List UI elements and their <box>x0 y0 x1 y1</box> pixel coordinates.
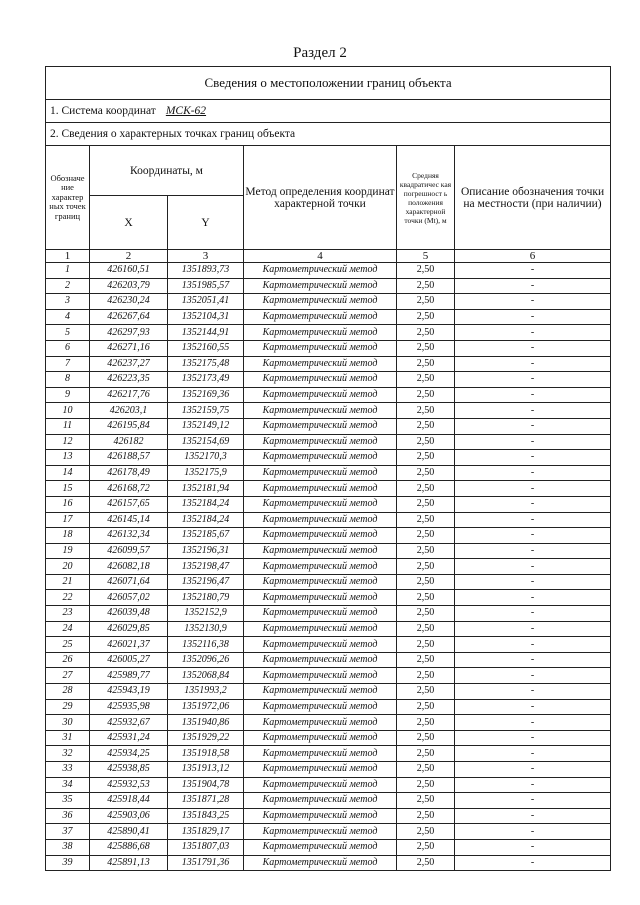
coord-x: 426132,34 <box>90 528 168 544</box>
table-row <box>46 543 611 559</box>
error-cell: 2,50 <box>397 762 455 778</box>
coord-y: 1351843,25 <box>168 808 244 824</box>
method-cell: Картометрический метод <box>244 434 397 450</box>
table-row <box>46 824 611 840</box>
table-row <box>46 715 611 731</box>
method-cell: Картометрический метод <box>244 684 397 700</box>
method-cell: Картометрический метод <box>244 403 397 419</box>
error-cell: 2,50 <box>397 684 455 700</box>
point-number: 28 <box>46 684 90 700</box>
col-x-header: X <box>90 196 168 250</box>
table-row <box>46 808 611 824</box>
error-cell: 2,50 <box>397 512 455 528</box>
point-number: 20 <box>46 559 90 575</box>
method-cell: Картометрический метод <box>244 543 397 559</box>
error-cell: 2,50 <box>397 621 455 637</box>
method-cell: Картометрический метод <box>244 855 397 871</box>
method-cell: Картометрический метод <box>244 621 397 637</box>
error-cell: 2,50 <box>397 263 455 279</box>
table-row <box>46 699 611 715</box>
point-number: 10 <box>46 403 90 419</box>
point-number: 32 <box>46 746 90 762</box>
coord-x: 425886,68 <box>90 839 168 855</box>
point-number: 6 <box>46 340 90 356</box>
coord-x: 426157,65 <box>90 496 168 512</box>
col-method-header: Метод определения координат характерной точки <box>244 146 397 250</box>
point-number: 19 <box>46 543 90 559</box>
table-row <box>46 528 611 544</box>
method-cell: Картометрический метод <box>244 372 397 388</box>
description-cell: - <box>455 699 611 715</box>
description-cell: - <box>455 715 611 731</box>
coord-x: 426178,49 <box>90 465 168 481</box>
coord-y: 1351993,2 <box>168 684 244 700</box>
coord-y: 1351893,73 <box>168 263 244 279</box>
method-cell: Картометрический метод <box>244 465 397 481</box>
table-row <box>46 730 611 746</box>
coord-x: 425932,67 <box>90 715 168 731</box>
error-cell: 2,50 <box>397 699 455 715</box>
coord-y: 1352180,79 <box>168 590 244 606</box>
table-row <box>46 263 611 279</box>
point-number: 16 <box>46 496 90 512</box>
method-cell: Картометрический метод <box>244 668 397 684</box>
coord-x: 426223,35 <box>90 372 168 388</box>
point-number: 8 <box>46 372 90 388</box>
point-number: 37 <box>46 824 90 840</box>
point-number: 38 <box>46 839 90 855</box>
table-row <box>46 325 611 341</box>
column-number: 6 <box>455 250 611 263</box>
table-header: Сведения о местоположении границ объекта <box>46 67 611 100</box>
table-row <box>46 559 611 575</box>
point-number: 26 <box>46 652 90 668</box>
coord-x: 425943,19 <box>90 684 168 700</box>
method-cell: Картометрический метод <box>244 387 397 403</box>
coord-y: 1352184,24 <box>168 512 244 528</box>
error-cell: 2,50 <box>397 403 455 419</box>
method-cell: Картометрический метод <box>244 356 397 372</box>
description-cell: - <box>455 777 611 793</box>
coord-y: 1351807,03 <box>168 839 244 855</box>
table-row <box>46 652 611 668</box>
point-number: 12 <box>46 434 90 450</box>
method-cell: Картометрический метод <box>244 746 397 762</box>
table-row <box>46 278 611 294</box>
coord-x: 425989,77 <box>90 668 168 684</box>
coordinate-system-label: 1. Система координат <box>50 105 156 117</box>
table-row <box>46 403 611 419</box>
description-cell: - <box>455 606 611 622</box>
method-cell: Картометрический метод <box>244 730 397 746</box>
coord-x: 426099,57 <box>90 543 168 559</box>
description-cell: - <box>455 793 611 809</box>
table-row <box>46 387 611 403</box>
point-number: 27 <box>46 668 90 684</box>
coord-y: 1351929,22 <box>168 730 244 746</box>
method-cell: Картометрический метод <box>244 808 397 824</box>
coord-x: 426160,51 <box>90 263 168 279</box>
method-cell: Картометрический метод <box>244 839 397 855</box>
coord-x: 425903,06 <box>90 808 168 824</box>
coord-x: 426230,24 <box>90 294 168 310</box>
coord-y: 1352116,38 <box>168 637 244 653</box>
description-cell: - <box>455 839 611 855</box>
method-cell: Картометрический метод <box>244 559 397 575</box>
description-cell: - <box>455 762 611 778</box>
column-number: 3 <box>168 250 244 263</box>
coord-x: 426188,57 <box>90 450 168 466</box>
error-cell: 2,50 <box>397 340 455 356</box>
coordinate-system-value: МСК-62 <box>165 105 207 117</box>
error-cell: 2,50 <box>397 559 455 575</box>
method-cell: Картометрический метод <box>244 574 397 590</box>
coord-y: 1352196,47 <box>168 574 244 590</box>
description-cell: - <box>455 684 611 700</box>
coord-x: 425938,85 <box>90 762 168 778</box>
error-cell: 2,50 <box>397 528 455 544</box>
coord-x: 426195,84 <box>90 418 168 434</box>
point-number: 25 <box>46 637 90 653</box>
description-cell: - <box>455 824 611 840</box>
point-number: 5 <box>46 325 90 341</box>
coordinate-system <box>46 100 611 123</box>
column-number: 4 <box>244 250 397 263</box>
coord-y: 1352175,48 <box>168 356 244 372</box>
col-error-header: Средняя квадратичес кая погрешност ь положения характерной точки (Mt), м <box>397 146 455 250</box>
table-row <box>46 372 611 388</box>
coord-x: 426182 <box>90 434 168 450</box>
description-cell: - <box>455 294 611 310</box>
table-row <box>46 793 611 809</box>
coord-x: 425932,53 <box>90 777 168 793</box>
method-cell: Картометрический метод <box>244 762 397 778</box>
description-cell: - <box>455 637 611 653</box>
table-row <box>46 512 611 528</box>
error-cell: 2,50 <box>397 543 455 559</box>
table-row <box>46 590 611 606</box>
description-cell: - <box>455 278 611 294</box>
table-row <box>46 340 611 356</box>
point-number: 36 <box>46 808 90 824</box>
table-row <box>46 855 611 871</box>
coord-x: 426082,18 <box>90 559 168 575</box>
point-number: 3 <box>46 294 90 310</box>
point-number: 23 <box>46 606 90 622</box>
col-y-header: Y <box>168 196 244 250</box>
error-cell: 2,50 <box>397 839 455 855</box>
method-cell: Картометрический метод <box>244 715 397 731</box>
description-cell: - <box>455 325 611 341</box>
coord-y: 1352130,9 <box>168 621 244 637</box>
method-cell: Картометрический метод <box>244 590 397 606</box>
description-cell: - <box>455 574 611 590</box>
coord-y: 1352144,91 <box>168 325 244 341</box>
error-cell: 2,50 <box>397 574 455 590</box>
description-cell: - <box>455 528 611 544</box>
col-coords-header: Координаты, м <box>90 146 244 196</box>
coord-y: 1352154,69 <box>168 434 244 450</box>
coord-y: 1351913,12 <box>168 762 244 778</box>
coord-y: 1352169,36 <box>168 387 244 403</box>
error-cell: 2,50 <box>397 356 455 372</box>
error-cell: 2,50 <box>397 325 455 341</box>
section-title: Раздел 2 <box>293 45 347 61</box>
coord-x: 426267,64 <box>90 309 168 325</box>
coord-x: 426217,76 <box>90 387 168 403</box>
coord-y: 1352160,55 <box>168 340 244 356</box>
method-cell: Картометрический метод <box>244 824 397 840</box>
coord-y: 1351904,78 <box>168 777 244 793</box>
point-number: 13 <box>46 450 90 466</box>
coord-y: 1352159,75 <box>168 403 244 419</box>
coord-y: 1351972,06 <box>168 699 244 715</box>
error-cell: 2,50 <box>397 730 455 746</box>
description-cell: - <box>455 668 611 684</box>
point-number: 18 <box>46 528 90 544</box>
coord-y: 1352185,67 <box>168 528 244 544</box>
point-number: 22 <box>46 590 90 606</box>
error-cell: 2,50 <box>397 418 455 434</box>
coord-y: 1351829,17 <box>168 824 244 840</box>
description-cell: - <box>455 496 611 512</box>
coord-x: 426021,37 <box>90 637 168 653</box>
boundary-table <box>45 66 611 871</box>
table-row <box>46 465 611 481</box>
error-cell: 2,50 <box>397 481 455 497</box>
method-cell: Картометрический метод <box>244 528 397 544</box>
table-row <box>46 434 611 450</box>
method-cell: Картометрический метод <box>244 450 397 466</box>
coord-y: 1351918,58 <box>168 746 244 762</box>
method-cell: Картометрический метод <box>244 278 397 294</box>
error-cell: 2,50 <box>397 824 455 840</box>
point-number: 34 <box>46 777 90 793</box>
method-cell: Картометрический метод <box>244 777 397 793</box>
coord-x: 426237,27 <box>90 356 168 372</box>
coord-y: 1351985,57 <box>168 278 244 294</box>
description-cell: - <box>455 450 611 466</box>
point-number: 21 <box>46 574 90 590</box>
coord-y: 1352170,3 <box>168 450 244 466</box>
error-cell: 2,50 <box>397 294 455 310</box>
error-cell: 2,50 <box>397 668 455 684</box>
coord-x: 426039,48 <box>90 606 168 622</box>
error-cell: 2,50 <box>397 278 455 294</box>
error-cell: 2,50 <box>397 496 455 512</box>
point-number: 2 <box>46 278 90 294</box>
table-row <box>46 481 611 497</box>
table-row <box>46 418 611 434</box>
method-cell: Картометрический метод <box>244 481 397 497</box>
error-cell: 2,50 <box>397 793 455 809</box>
method-cell: Картометрический метод <box>244 340 397 356</box>
error-cell: 2,50 <box>397 746 455 762</box>
coord-x: 425890,41 <box>90 824 168 840</box>
description-cell: - <box>455 418 611 434</box>
description-cell: - <box>455 730 611 746</box>
coord-y: 1352152,9 <box>168 606 244 622</box>
description-cell: - <box>455 855 611 871</box>
coord-y: 1352184,24 <box>168 496 244 512</box>
method-cell: Картометрический метод <box>244 325 397 341</box>
error-cell: 2,50 <box>397 637 455 653</box>
point-number: 9 <box>46 387 90 403</box>
point-number: 1 <box>46 263 90 279</box>
table-row <box>46 684 611 700</box>
col-description-header: Описание обозначения точки на местности (при наличии) <box>455 146 611 250</box>
method-cell: Картометрический метод <box>244 652 397 668</box>
coord-y: 1352175,9 <box>168 465 244 481</box>
coord-x: 426029,85 <box>90 621 168 637</box>
method-cell: Картометрический метод <box>244 637 397 653</box>
coord-y: 1352149,12 <box>168 418 244 434</box>
column-number: 5 <box>397 250 455 263</box>
description-cell: - <box>455 512 611 528</box>
table-row <box>46 606 611 622</box>
table-row <box>46 762 611 778</box>
method-cell: Картометрический метод <box>244 699 397 715</box>
description-cell: - <box>455 403 611 419</box>
description-cell: - <box>455 621 611 637</box>
method-cell: Картометрический метод <box>244 512 397 528</box>
table-row <box>46 839 611 855</box>
coord-y: 1352051,41 <box>168 294 244 310</box>
coord-y: 1351940,86 <box>168 715 244 731</box>
method-cell: Картометрический метод <box>244 496 397 512</box>
point-number: 11 <box>46 418 90 434</box>
error-cell: 2,50 <box>397 855 455 871</box>
error-cell: 2,50 <box>397 590 455 606</box>
method-cell: Картометрический метод <box>244 263 397 279</box>
coord-x: 425931,24 <box>90 730 168 746</box>
coord-x: 426203,79 <box>90 278 168 294</box>
point-number: 17 <box>46 512 90 528</box>
point-number: 30 <box>46 715 90 731</box>
description-cell: - <box>455 590 611 606</box>
table-row <box>46 637 611 653</box>
error-cell: 2,50 <box>397 777 455 793</box>
error-cell: 2,50 <box>397 309 455 325</box>
method-cell: Картометрический метод <box>244 294 397 310</box>
table-row <box>46 746 611 762</box>
table-row <box>46 574 611 590</box>
coord-y: 1352173,49 <box>168 372 244 388</box>
error-cell: 2,50 <box>397 715 455 731</box>
coord-x: 426297,93 <box>90 325 168 341</box>
description-cell: - <box>455 543 611 559</box>
description-cell: - <box>455 434 611 450</box>
description-cell: - <box>455 465 611 481</box>
coord-x: 426203,1 <box>90 403 168 419</box>
table-row <box>46 621 611 637</box>
description-cell: - <box>455 340 611 356</box>
description-cell: - <box>455 481 611 497</box>
error-cell: 2,50 <box>397 652 455 668</box>
error-cell: 2,50 <box>397 606 455 622</box>
method-cell: Картометрический метод <box>244 418 397 434</box>
coord-y: 1351791,36 <box>168 855 244 871</box>
coord-y: 1352198,47 <box>168 559 244 575</box>
description-cell: - <box>455 808 611 824</box>
coord-y: 1352181,94 <box>168 481 244 497</box>
error-cell: 2,50 <box>397 808 455 824</box>
column-number: 2 <box>90 250 168 263</box>
column-number: 1 <box>46 250 90 263</box>
point-number: 14 <box>46 465 90 481</box>
point-number: 31 <box>46 730 90 746</box>
point-number: 29 <box>46 699 90 715</box>
error-cell: 2,50 <box>397 434 455 450</box>
description-cell: - <box>455 746 611 762</box>
description-cell: - <box>455 263 611 279</box>
coord-x: 425934,25 <box>90 746 168 762</box>
coord-y: 1352196,31 <box>168 543 244 559</box>
description-cell: - <box>455 652 611 668</box>
error-cell: 2,50 <box>397 465 455 481</box>
table-row <box>46 294 611 310</box>
description-cell: - <box>455 372 611 388</box>
description-cell: - <box>455 559 611 575</box>
error-cell: 2,50 <box>397 450 455 466</box>
point-number: 35 <box>46 793 90 809</box>
coord-x: 425918,44 <box>90 793 168 809</box>
table-row <box>46 450 611 466</box>
coord-y: 1352068,84 <box>168 668 244 684</box>
coord-y: 1352104,31 <box>168 309 244 325</box>
coord-x: 426145,14 <box>90 512 168 528</box>
error-cell: 2,50 <box>397 372 455 388</box>
point-number: 15 <box>46 481 90 497</box>
method-cell: Картометрический метод <box>244 793 397 809</box>
point-number: 4 <box>46 309 90 325</box>
description-cell: - <box>455 387 611 403</box>
description-cell: - <box>455 309 611 325</box>
coord-x: 426271,16 <box>90 340 168 356</box>
table-row <box>46 496 611 512</box>
description-cell: - <box>455 356 611 372</box>
coord-x: 426057,02 <box>90 590 168 606</box>
method-cell: Картометрический метод <box>244 309 397 325</box>
point-number: 33 <box>46 762 90 778</box>
coord-x: 426168,72 <box>90 481 168 497</box>
coord-x: 425935,98 <box>90 699 168 715</box>
error-cell: 2,50 <box>397 387 455 403</box>
table-row <box>46 356 611 372</box>
coord-y: 1351871,28 <box>168 793 244 809</box>
col-designation-header: Обозначе ние характер ных точек границ <box>46 146 90 250</box>
coord-y: 1352096,26 <box>168 652 244 668</box>
method-cell: Картометрический метод <box>244 606 397 622</box>
points-title: 2. Сведения о характерных точках границ объекта <box>46 123 611 146</box>
table-row <box>46 309 611 325</box>
coord-x: 426005,27 <box>90 652 168 668</box>
column-numbers-row <box>46 250 611 263</box>
coord-x: 426071,64 <box>90 574 168 590</box>
table-row <box>46 777 611 793</box>
point-number: 24 <box>46 621 90 637</box>
point-number: 39 <box>46 855 90 871</box>
point-number: 7 <box>46 356 90 372</box>
coord-x: 425891,13 <box>90 855 168 871</box>
table-row <box>46 668 611 684</box>
